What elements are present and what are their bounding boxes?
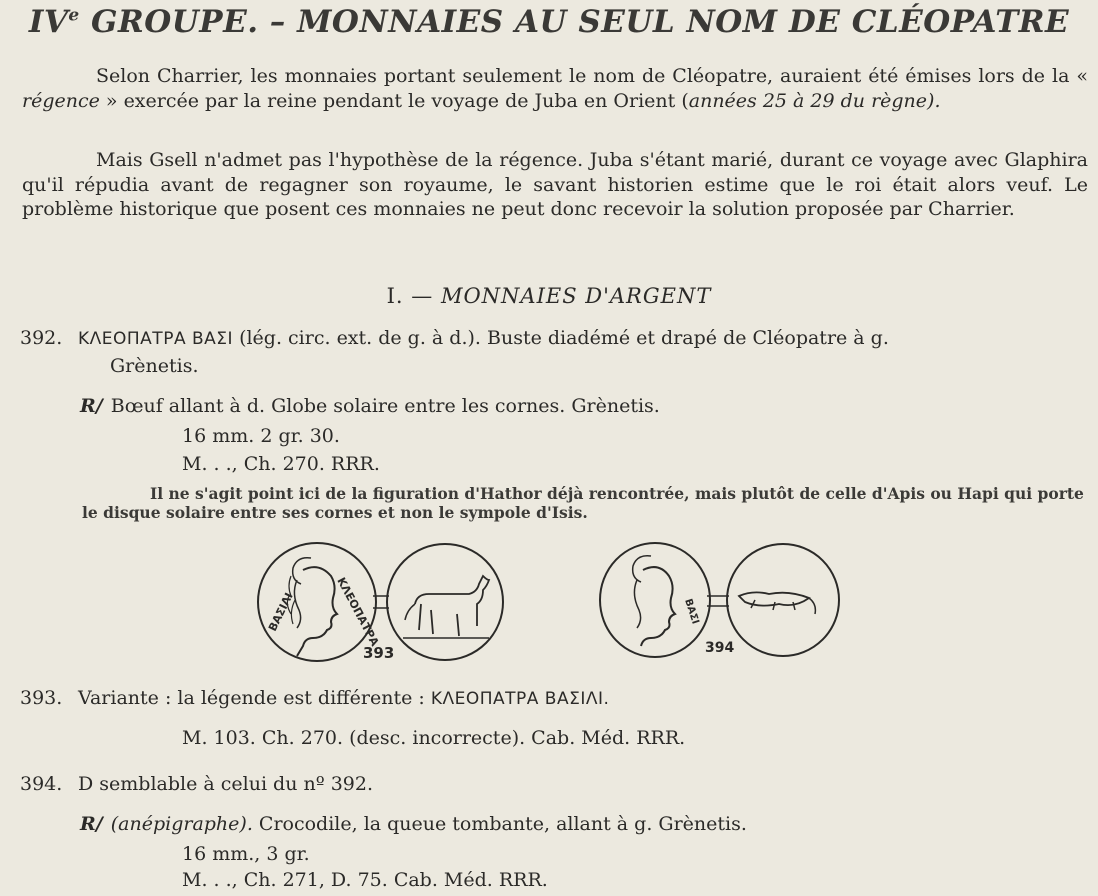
reverse-mark: R/ — [80, 395, 103, 417]
entry-392-size-weight: 16 mm. 2 gr. 30. — [182, 425, 340, 447]
section-title — [0, 284, 1098, 308]
heading-roman: IV — [28, 4, 69, 40]
para1-text2: » exercée par la reine pendant le voyage de Juba en Orient ( — [99, 89, 689, 112]
para1-regence: régence — [22, 89, 100, 112]
greek-legend: ΚΛΕΟΠΑΤΡΑ ΒΑΣΙΛΙ. — [430, 689, 610, 709]
intro-paragraph-2 — [22, 148, 1088, 222]
entry-number: 393. — [20, 687, 63, 709]
footnote-text: Il ne s'agit point ici de la figuration d'Hathor déjà rencontrée, mais plutôt de celle d'Apis ou Hapi qui porte le disque solaire entre ses cornes et non le sympole d'Isis. — [82, 484, 1084, 522]
intro-paragraph-1 — [22, 64, 1088, 113]
footnote — [82, 484, 1088, 522]
catalog-entry-392 — [20, 326, 1088, 352]
coin-393-legend-2: ΒΑΣΙΛΙ — [266, 590, 296, 634]
entry-394-reverse — [80, 812, 747, 837]
entry-392-references: M. . ., Ch. 270. RRR. — [182, 453, 380, 475]
entry-number: 394. — [20, 773, 63, 795]
entry-393-references: M. 103. Ch. 270. (desc. incorrecte). Cab. Méd. RRR. — [182, 727, 686, 749]
entry-392-continuation: Grènetis. — [110, 355, 199, 377]
entry-392-reverse — [80, 394, 660, 419]
coin-394-legend: ΒΑΣΙ — [682, 597, 701, 626]
coin-393-label: 393 — [363, 644, 395, 662]
entry-description: Variante : la légende est différente : — [78, 687, 431, 709]
coin-394-reverse — [727, 544, 839, 656]
heading-title: GROUPE. – MONNAIES AU SEUL NOM DE CLÉOPATRE — [79, 4, 1070, 40]
para1-text: Selon Charrier, les monnaies portant seulement le nom de Cléopatre, auraient été émises lors de la « — [96, 65, 1088, 87]
catalog-entry-393 — [20, 686, 609, 712]
entry-description: (lég. circ. ext. de g. à d.). Buste diadémé et drapé de Cléopatre à g. — [233, 327, 889, 349]
reverse-mark: R/ — [80, 813, 103, 835]
entry-394-references: M. . ., Ch. 271, D. 75. Cab. Méd. RRR. — [182, 869, 548, 891]
coin-393-reverse — [387, 544, 503, 660]
reverse-description: Crocodile, la queue tombante, allant à g. Grènetis. — [252, 813, 747, 835]
catalog-entry-394 — [20, 772, 373, 797]
para2-text: Mais Gsell n'admet pas l'hypothèse de la régence. Juba s'étant marié, durant ce voyage avec Glaphira qu'il répudia avant de regagner son royaume, le savant historien estime que le roi était alors veuf. Le problème historique que posent ces monnaies ne peut donc recevoir la solution proposée par Charrier. — [22, 149, 1088, 220]
reverse-description: Bœuf allant à d. Globe solaire entre les cornes. Grènetis. — [110, 395, 660, 417]
greek-legend: ΚΛΕΟΠΑΤΡΑ ΒΑΣΙ — [78, 329, 234, 349]
entry-description: D semblable à celui du nº 392. — [78, 773, 374, 795]
chapter-heading — [0, 4, 1098, 40]
coin-394-label: 394 — [705, 640, 735, 656]
heading-superscript: e — [68, 5, 80, 26]
coin-illustrations — [245, 540, 845, 670]
entry-394-size-weight: 16 mm., 3 gr. — [182, 843, 310, 865]
coin-393-legend: ΚΛΕΟΠΑΤΡΑ — [334, 575, 382, 649]
entry-number: 392. — [20, 327, 63, 349]
section-italic: MONNAIES D'ARGENT — [440, 284, 712, 308]
section-prefix: I. — — [386, 284, 441, 308]
para1-years: années 25 à 29 du règne). — [688, 89, 941, 112]
reverse-italic: (anépigraphe). — [110, 813, 253, 835]
